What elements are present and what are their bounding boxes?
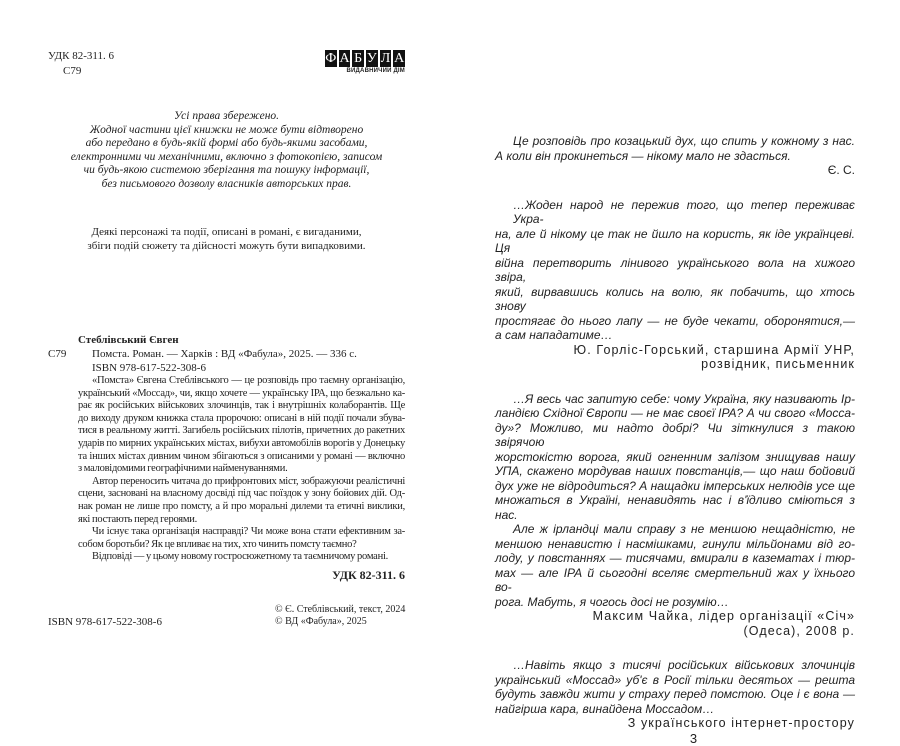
text-line: мах — але ІРА й сьогодні вселяє смертельний жах у їхнього во-: [495, 565, 855, 594]
catalog-card: [48, 333, 405, 375]
text-line: а сам нападатиме…: [495, 328, 613, 342]
text-line: електронними чи механічними, включно з фотокопією, записом: [70, 150, 383, 163]
imprint-row: [48, 604, 405, 628]
udk-code-top: УДК 82-311. 6: [48, 50, 115, 62]
text-line: Максим Чайка, лідер організації «Січ»: [592, 609, 855, 623]
text-line: © ВД «Фабула», 2025: [275, 615, 367, 627]
text-line: будуть завжди жити у страху перед помстою. Оце і є вона —: [495, 687, 855, 701]
text-line: ду»? Можливо, ми надто добрі? Чи зіткнулися з такою звірячою: [495, 420, 855, 449]
text-line: рає як російських військових злочинців, так і внутрішніх колаборантів. Ще: [78, 400, 405, 412]
epigraph-3-attribution: [495, 609, 855, 638]
isbn: ISBN 978-617-522-308-6: [92, 362, 206, 374]
left-page: [0, 0, 450, 692]
epigraph-3-text: [495, 392, 855, 610]
udk-code-bottom: УДК 82-311. 6: [332, 567, 405, 582]
epigraph-1-signature: Є. С.: [827, 163, 855, 177]
bibliographic-entry: Помста. Роман. — Харків : ВД «Фабула», 2025. — 336 с.: [92, 348, 357, 360]
text-line: на, але й нікому це так не йшло на користь, як іде українцеві. Ця: [495, 226, 855, 255]
header-row: [48, 50, 405, 110]
text-line: ландією Східної Європи — не має своєї ІРА? А чи свого «Мосса-: [495, 406, 855, 420]
text-line: український «Моссад» уб'є в Росії тільки десятьох — решта: [495, 672, 855, 687]
author-sign: С79: [48, 348, 67, 360]
text-line: тися в реальному житті. Загибель російських пілотів, причетних до ракетних: [78, 425, 405, 437]
text-line: сцени, засновані на власному досвіді під час поїздок у зону бойових дій. Од-: [78, 488, 405, 500]
annotation: [78, 375, 405, 564]
epigraph-1-text: [495, 134, 855, 163]
text-line: собом боротьби? Як це впливає на тих, хто чинить помсту таємно?: [78, 538, 357, 550]
logo-letter: Л: [380, 51, 391, 66]
text-line: рога. Мабуть, я чогось досі не розумію…: [495, 594, 729, 609]
text-line: множаться в Україні, ненавидять нас і в'їдливо сміються з нас.: [495, 493, 855, 522]
text-line: Деякі персонажі та події, описані в романі, є вигаданими,: [91, 226, 362, 238]
text-line: © Є. Стеблівський, текст, 2024: [275, 603, 406, 615]
epigraph-4-text: [495, 658, 855, 716]
epigraph-2: [495, 198, 855, 372]
text-line: або передано в будь-якій формі або будь-якими засобами,: [85, 137, 368, 149]
text-line: З українського інтернет-простору: [627, 716, 855, 730]
text-line: які постають перед героями.: [78, 513, 197, 525]
text-line: Жодної частини цієї книжки не може бути відтворено: [89, 123, 364, 136]
text-line: найгірша кара, винайдена Моссадом…: [495, 701, 715, 716]
text-line: війна перетворить лінивого українського вола на хижого звіра,: [495, 255, 855, 284]
logo-letter: У: [366, 51, 377, 66]
epigraph-1: [495, 134, 855, 178]
copyright: [275, 604, 405, 628]
disclaimer: [48, 225, 405, 253]
text-line: …Я весь час запитую себе: чому Україна, яку називають Ір-: [513, 391, 855, 406]
epigraph-2-attribution: [495, 343, 855, 372]
text-line: з маловідомими географічними найменуваннями.: [78, 463, 288, 475]
text-line: український «Моссад», чи, якщо хочете — українську ІРА, що безжально ка-: [78, 387, 405, 399]
author-sign-top: С79: [63, 65, 82, 77]
text-line: розвідник, письменник: [701, 357, 855, 371]
logo-letter: А: [339, 51, 350, 66]
text-line: жорстокістю ворога, який огненним залізом знищував нашу: [495, 449, 855, 464]
text-line: меншою ненавистю і насмішками, гинули мільйонами від го-: [495, 536, 855, 551]
text-line: чи будь-якою системою зберігання та пошуку інформації,: [83, 164, 370, 176]
text-line: (Одеса), 2008 р.: [743, 623, 855, 638]
text-line: Але ж ірландці мали справу з не меншою нещадністю, не: [513, 522, 855, 536]
text-line: дух уже не відродиться? А нащадки імперських нелюдів усе ще: [495, 478, 855, 493]
text-line: Чи існує така організація насправді? Чи може вона стати ефективним за-: [92, 526, 405, 538]
text-line: Автор переносить читача до прифронтових міст, зображуючи реалістичні: [92, 475, 405, 487]
text-line: який, вирвавшись колись на волю, як побачить, що хтось знову: [495, 284, 855, 313]
logo-subtitle: ВИДАВНИЧИЙ ДІМ: [346, 68, 405, 74]
epigraph-4-attribution: [495, 716, 855, 731]
text-line: …Жоден народ не пережив того, що тепер переживає Укра-: [513, 197, 855, 226]
text-line: та інших містах дивним чином збігаються з описаними у романі — включно: [78, 450, 405, 462]
text-line: Ю. Горліс-Горський, старшина Армії УНР,: [573, 342, 855, 357]
text-line: Усі права збережено.: [173, 110, 280, 122]
epigraph-3: [495, 392, 855, 639]
text-line: ударів по мирних українських містах, вибухи автомобілів ворогів у Донецьку: [78, 437, 405, 449]
epigraph-4: [495, 658, 855, 731]
page-number: 3: [689, 730, 698, 746]
isbn-bottom: ISBN 978-617-522-308-6: [48, 615, 162, 628]
text-line: «Помста» Євгена Стеблівського — це розповідь про таємну організацію,: [92, 375, 405, 386]
text-line: УПА, скажено мордував наших повстанців,— що наш бойовий: [495, 464, 855, 478]
text-line: збіги подій сюжету та дійсності можуть бути випадковими.: [87, 240, 366, 252]
catalog-codes-top: [48, 50, 114, 77]
text-line: лоду, у повстаннях — тисячами, вмирали в казематах і тюр-: [495, 551, 855, 565]
rights-notice: [48, 110, 405, 191]
text-line: Це розповідь про козацький дух, що спить у кожному з нас.: [513, 134, 855, 148]
logo-letter: Б: [354, 51, 363, 66]
logo-letter: А: [394, 51, 405, 66]
text-line: …Навіть якщо з тисячі російських військових злочинців: [513, 658, 855, 672]
text-line: А коли він прокинеться — нікому мало не здасться.: [495, 148, 791, 163]
right-page: [450, 0, 900, 746]
text-line: Відповіді — у цьому новому гостросюжетному та таємничому романі.: [92, 551, 388, 563]
epigraph-2-text: [495, 198, 855, 343]
logo-letter: Ф: [325, 51, 337, 66]
author-name: Стеблівський Євген: [78, 334, 179, 346]
text-line: без письмового дозволу власників авторських прав.: [101, 177, 352, 190]
text-line: нак роман не лише про помсту, а й про моральні дилеми та етичні виклики,: [78, 500, 405, 512]
text-line: простягає до нього лапу — не буде чекати, оборонятися,—: [495, 313, 855, 328]
publisher-logo: [325, 50, 405, 74]
text-line: до виходу друком книжка стала пророчою: описані в ній події почали збува-: [78, 412, 405, 424]
